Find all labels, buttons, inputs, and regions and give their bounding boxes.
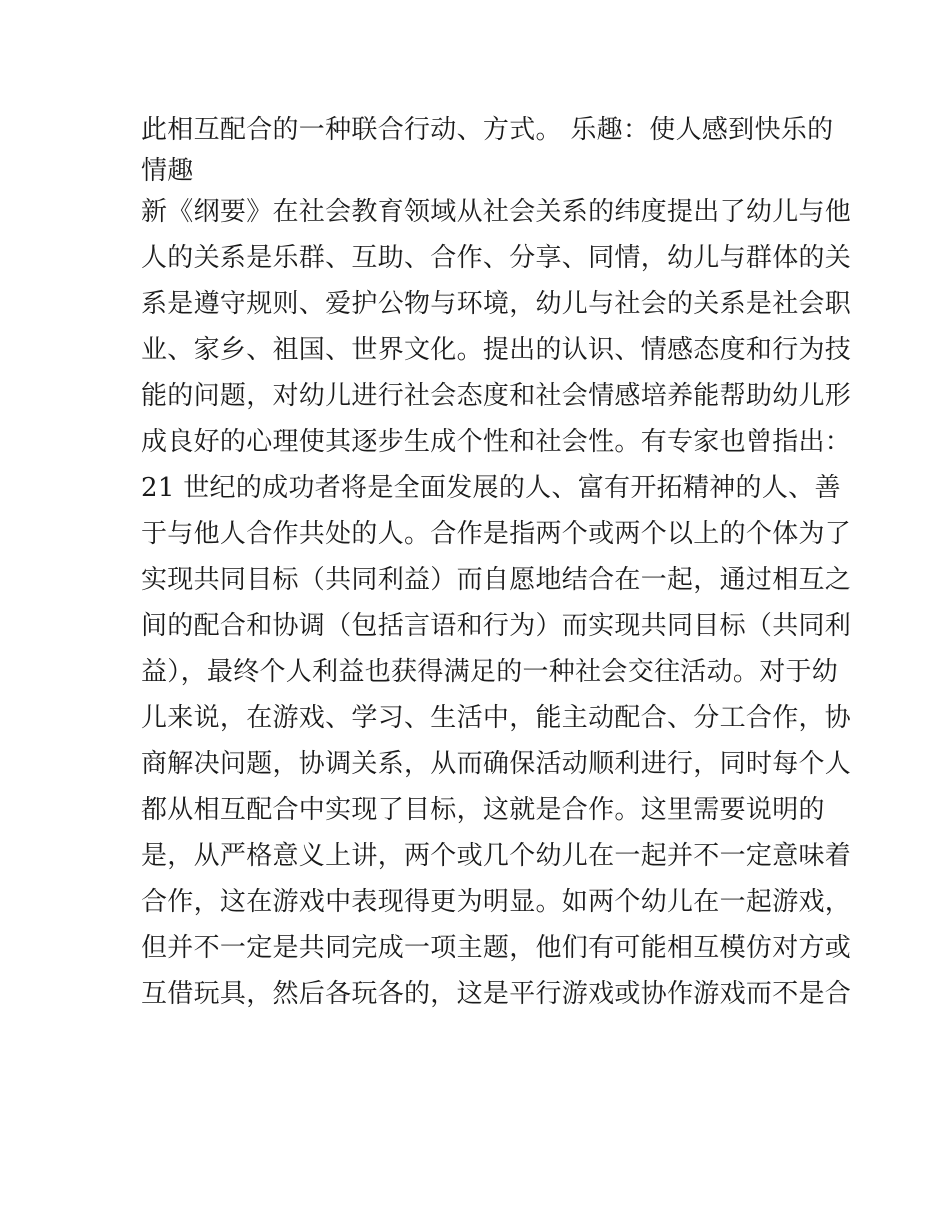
text-line: 能的问题，对幼儿进行社会态度和社会情感培养能帮助幼儿形 bbox=[141, 381, 852, 411]
text-line: 合作，这在游戏中表现得更为明显。如两个幼儿在一起游戏， bbox=[141, 887, 852, 917]
text-line: 实现共同目标（共同利益）而自愿地结合在一起，通过相互之 bbox=[141, 565, 852, 595]
text-line: 但并不一定是共同完成一项主题，他们有可能相互模仿对方或 bbox=[141, 933, 852, 963]
text-line: 21 世纪的成功者将是全面发展的人、富有开拓精神的人、善 bbox=[141, 473, 841, 503]
text-line: 都从相互配合中实现了目标，这就是合作。这里需要说明的 bbox=[141, 795, 825, 825]
text-line: 互借玩具，然后各玩各的，这是平行游戏或协作游戏而不是合 bbox=[141, 979, 852, 1009]
text-line: 商解决问题，协调关系，从而确保活动顺利进行，同时每个人 bbox=[141, 749, 852, 779]
text-line: 情趣 bbox=[141, 156, 194, 186]
text-line: 儿来说，在游戏、学习、生活中，能主动配合、分工合作，协 bbox=[141, 703, 852, 733]
text-line: 此相互配合的一种联合行动、方式。 乐趣：使人感到快乐的 bbox=[141, 115, 834, 145]
body-text bbox=[141, 107, 852, 1017]
text-line: 成良好的心理使其逐步生成个性和社会性。有专家也曾指出： bbox=[141, 427, 852, 457]
text-line: 于与他人合作共处的人。合作是指两个或两个以上的个体为了 bbox=[141, 519, 852, 549]
text-line: 业、家乡、祖国、世界文化。提出的认识、情感态度和行为技 bbox=[141, 335, 852, 365]
text-line: 新《纲要》在社会教育领域从社会关系的纬度提出了幼儿与他 bbox=[141, 197, 852, 227]
text-line: 间的配合和协调（包括言语和行为）而实现共同目标（共同利 bbox=[141, 611, 852, 641]
text-line: 系是遵守规则、爱护公物与环境，幼儿与社会的关系是社会职 bbox=[141, 289, 852, 319]
text-line: 益），最终个人利益也获得满足的一种社会交往活动。对于幼 bbox=[141, 657, 839, 687]
text-line: 人的关系是乐群、互助、合作、分享、同情，幼儿与群体的关 bbox=[141, 243, 852, 273]
text-line: 是，从严格意义上讲，两个或几个幼儿在一起并不一定意味着 bbox=[141, 841, 852, 871]
